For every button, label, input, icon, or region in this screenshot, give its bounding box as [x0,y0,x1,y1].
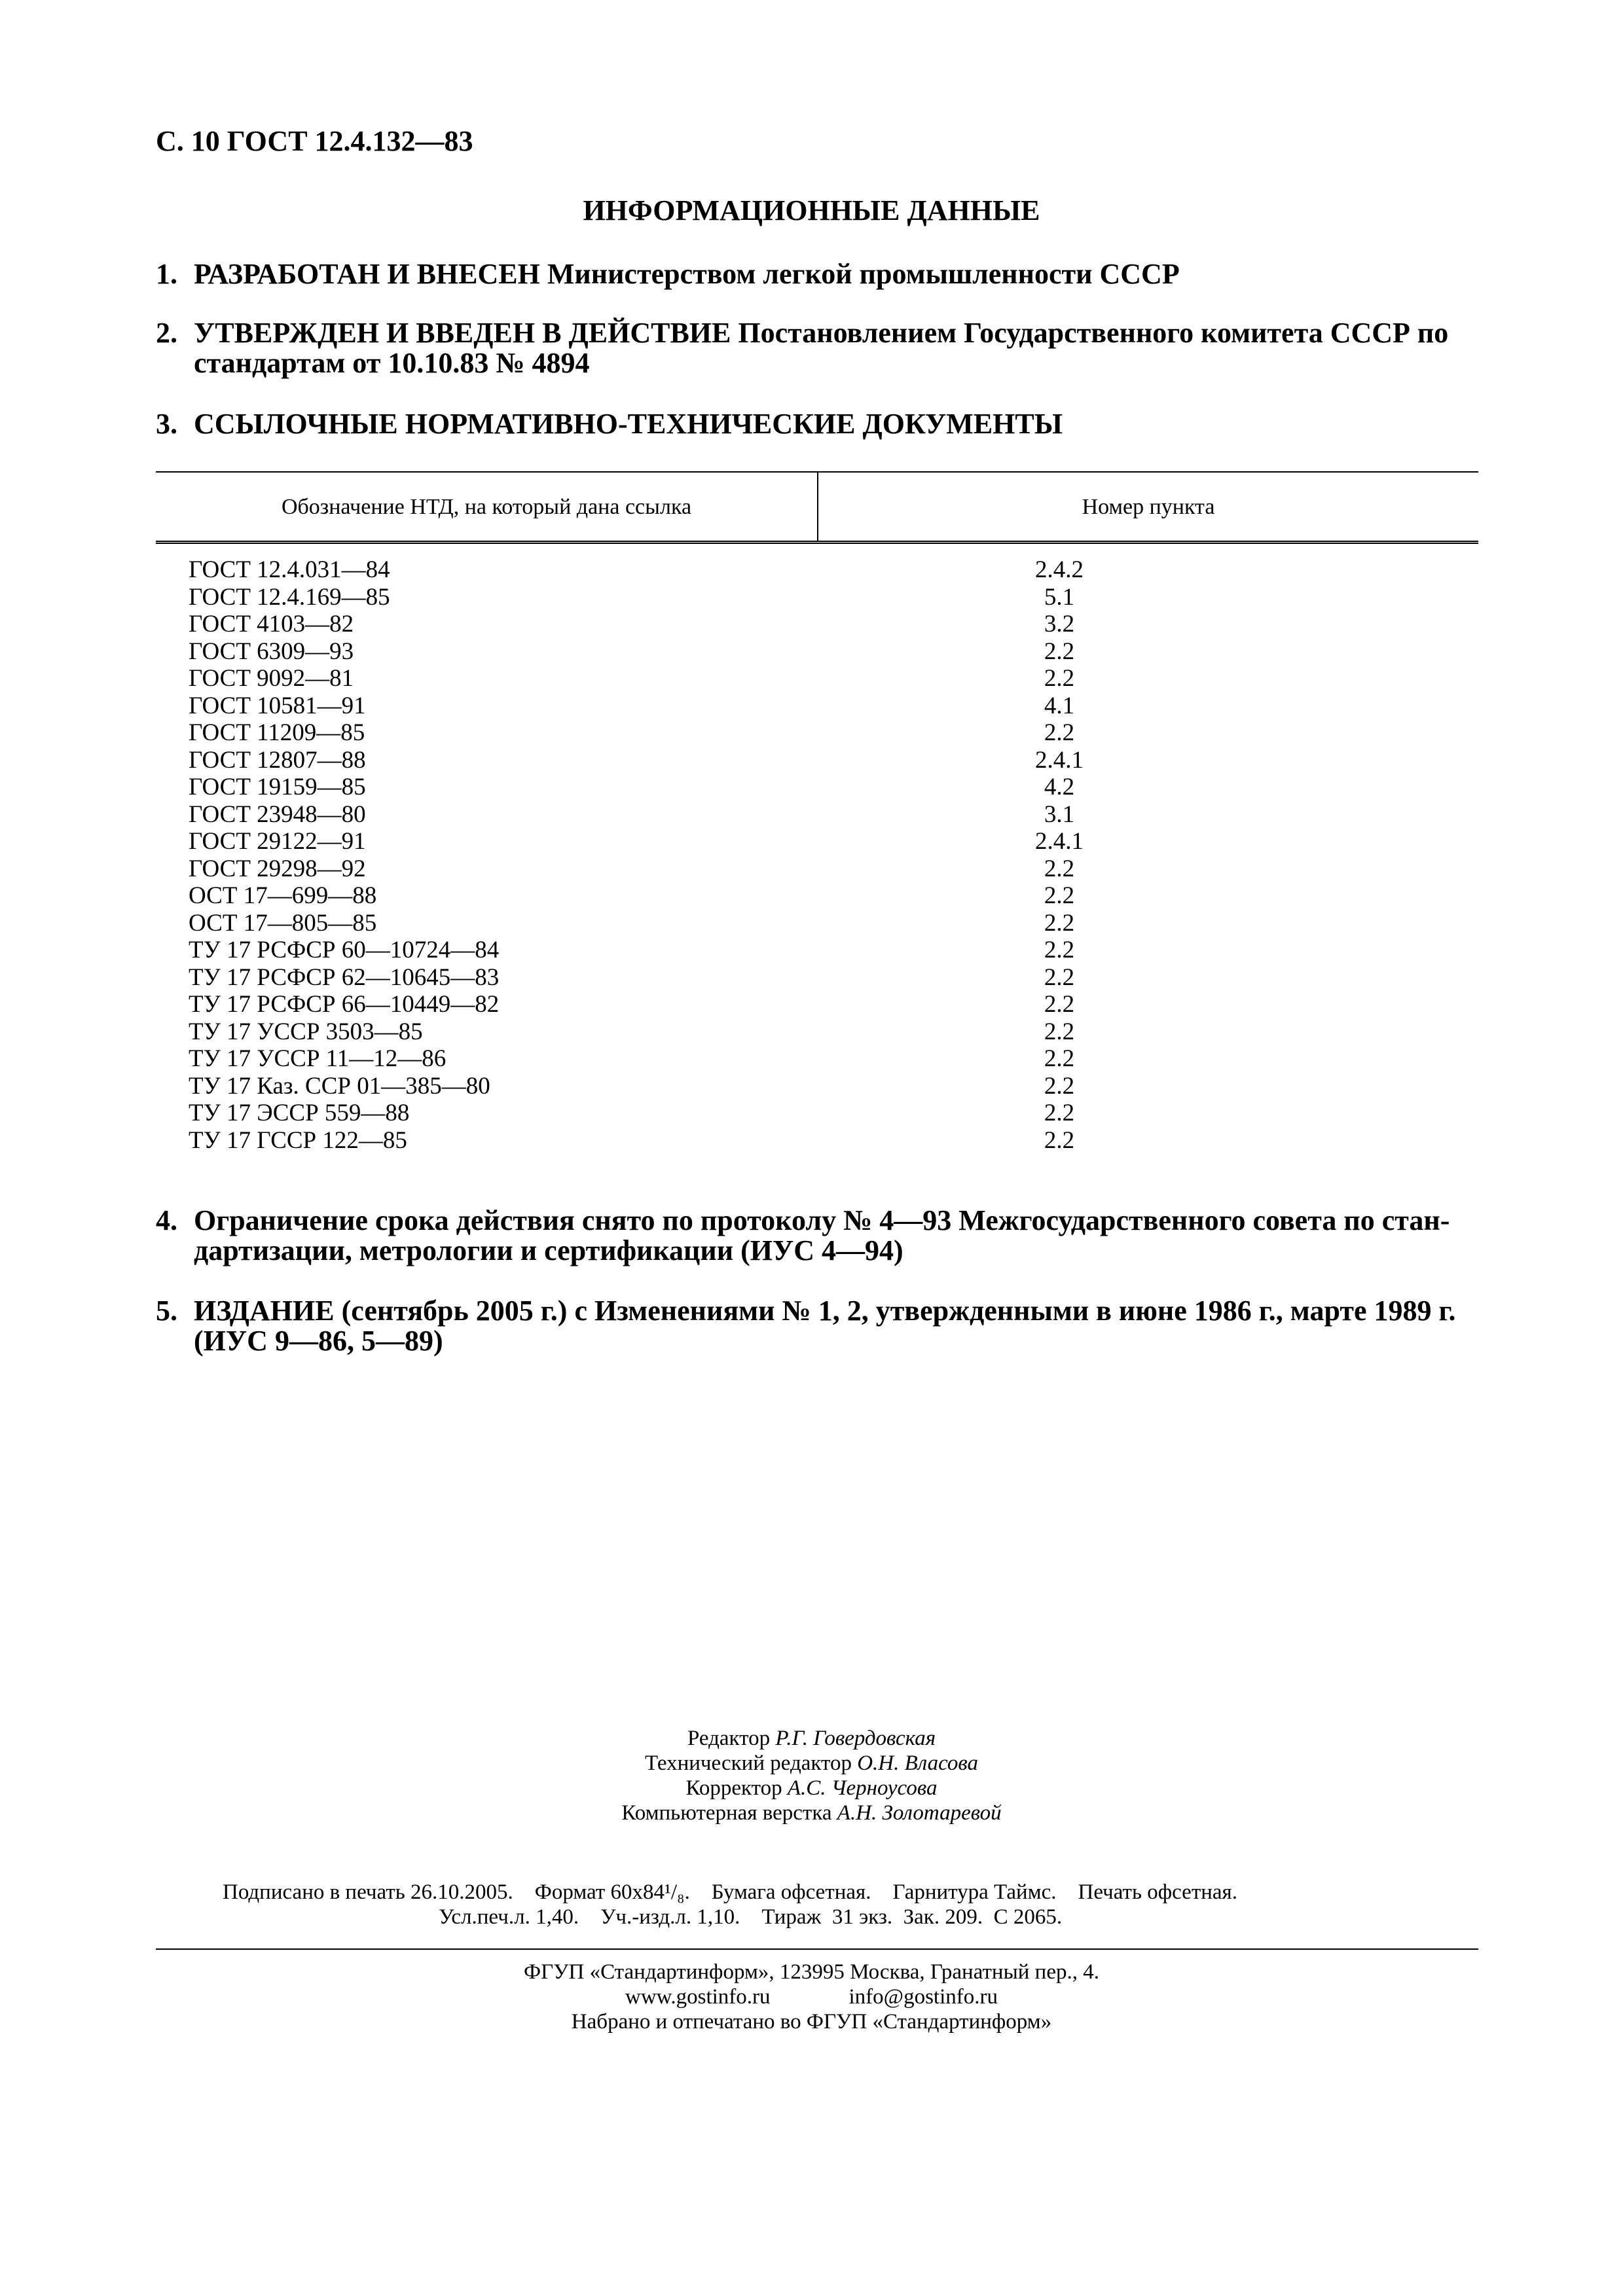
table-row [156,1100,1478,1127]
item-lead: ССЫЛОЧНЫЕ НОРМАТИВНО-ТЕХНИЧЕСКИЕ ДОКУМЕНТЫ [194,408,1063,440]
document-designation: ГОСТ 11209—85 [189,719,365,746]
document-designation: ОСТ 17—699—88 [189,882,377,909]
document-designation: ТУ 17 ЭССР 559—88 [189,1100,410,1126]
document-designation: ГОСТ 19159—85 [189,774,366,800]
clause-number: 2.2 [1044,963,1075,991]
table-row [156,719,1478,747]
item-continuation: дартизации, метрологии и сертификации (ИУС 4—94) [194,1234,903,1266]
document-designation: ГОСТ 23948—80 [189,800,366,828]
clause-number: 2.2 [1044,1072,1075,1100]
info-item-1 [156,259,1478,289]
clause-number: 3.1 [1044,800,1075,828]
clause-number: 2.4.1 [1035,746,1084,774]
table-row [156,882,1478,910]
table-row [156,1045,1478,1073]
document-designation: ГОСТ 12807—88 [189,746,366,774]
item-text: ИЗДАНИЕ (сентябрь 2005 г.) с Изменениями № 1, 2, утвержденными в июне 1986 г., марте 1989 г. [194,1295,1456,1327]
clause-number: 2.2 [1044,937,1075,963]
publisher-printed-by: Набрано и отпечатано во ФГУП «Стандартинформ» [571,2010,1052,2034]
info-item-5 [156,1296,1478,1356]
table-header-clause: Номер пункта [1082,495,1215,519]
table-row [156,556,1478,584]
item-continuation: стандартам от 10.10.83 № 4894 [194,347,590,379]
clause-number: 5.1 [1044,583,1075,611]
info-item-2 [156,318,1478,378]
print-info [223,1880,1401,1929]
table-row [156,801,1478,829]
table-row [156,692,1478,720]
item-number: 4. [156,1204,177,1236]
document-designation: ОСТ 17—805—85 [189,909,377,937]
item-lead: РАЗРАБОТАН И ВНЕСЕН [194,258,540,290]
table-header-rule [156,541,1478,544]
item-number: 5. [156,1295,177,1327]
table-row [156,991,1478,1018]
table-row [156,1018,1478,1046]
item-text: Министерством легкой промышленности СССР [539,258,1180,290]
clause-number: 2.2 [1044,665,1075,692]
publisher-website-link[interactable]: www.gostinfo.ru [625,1985,771,2009]
item-lead: УТВЕРЖДЕН И ВВЕДЕН В ДЕЙСТВИЕ [194,317,731,349]
table-header-document: Обозначение НТД, на который дана ссылка [281,495,692,519]
document-designation: ТУ 17 РСФСР 62—10645—83 [189,963,500,991]
document-designation: ГОСТ 29122—91 [189,828,366,855]
clause-number: 2.2 [1044,909,1075,937]
document-designation: ТУ 17 РСФСР 66—10449—82 [189,991,500,1018]
publisher-email-link[interactable]: info@gostinfo.ru [848,1985,998,2009]
document-designation: ТУ 17 Каз. ССР 01—385—80 [189,1072,490,1100]
clause-number: 3.2 [1044,611,1075,637]
table-row [156,584,1478,611]
table-body [156,556,1478,1154]
clause-number: 2.2 [1044,1018,1075,1045]
publisher-contacts [0,1984,1623,2009]
publisher-address: ФГУП «Стандартинформ», 123995 Москва, Гранатный пер., 4. [524,1960,1099,1984]
credit-name: А.С. Черноусова [787,1776,938,1800]
item-text: Ограничение срока действия снято по протоколу № 4—93 Межгосударственного совета по стан- [194,1204,1450,1236]
document-designation: ГОСТ 12.4.169—85 [189,583,390,611]
clause-number: 4.1 [1044,692,1075,719]
clause-number: 2.2 [1044,1126,1075,1154]
clause-number: 2.2 [1044,991,1075,1018]
credit-role: Компьютерная верстка [621,1801,837,1825]
credit-line [0,1776,1623,1801]
table-row [156,910,1478,937]
document-designation: ТУ 17 РСФСР 60—10724—84 [189,937,500,963]
table-row [156,855,1478,883]
table-row [156,747,1478,774]
document-designation: ТУ 17 УССР 11—12—86 [189,1045,447,1072]
item-text: Постановлением Государственного комитета СССР по [731,317,1449,349]
document-designation: ГОСТ 6309—93 [189,637,354,665]
item-continuation: (ИУС 9—86, 5—89) [194,1325,443,1357]
clause-number: 2.2 [1044,882,1075,909]
credit-role: Технический редактор [644,1751,858,1775]
print-info-line-2: Усл.печ.л. 1,40. Уч.-изд.л. 1,10. Тираж 31 экз. Зак. 209. С 2065. [439,1905,1063,1929]
clause-number: 2.2 [1044,1100,1075,1126]
table-row [156,937,1478,964]
item-number: 2. [156,317,177,349]
credit-role: Редактор [687,1727,776,1750]
credit-line [0,1751,1623,1776]
table-row [156,774,1478,801]
credit-role: Корректор [685,1776,788,1800]
document-designation: ТУ 17 УССР 3503—85 [189,1018,423,1045]
credit-line [0,1726,1623,1751]
clause-number: 4.2 [1044,774,1075,800]
document-designation: ГОСТ 10581—91 [189,692,366,719]
footer-rule [156,1948,1478,1950]
clause-number: 2.2 [1044,855,1075,882]
section-title: ИНФОРМАЦИОННЫЕ ДАННЫЕ [583,194,1040,226]
table-row [156,638,1478,666]
item-number: 1. [156,258,177,290]
table-row [156,1127,1478,1155]
info-item-3 [156,409,1478,439]
document-designation: ГОСТ 9092—81 [189,665,354,692]
table-row [156,665,1478,692]
document-designation: ГОСТ 4103—82 [189,611,354,637]
clause-number: 2.2 [1044,637,1075,665]
publisher-info [0,1960,1623,2034]
page-header: С. 10 ГОСТ 12.4.132—83 [156,125,473,157]
clause-number: 2.4.2 [1035,556,1084,583]
table-row [156,611,1478,638]
editorial-credits [0,1726,1623,1825]
document-designation: ГОСТ 29298—92 [189,855,366,882]
print-info-line-1: Подписано в печать 26.10.2005. Формат 60х84¹/₈. Бумага офсетная. Гарнитура Таймс. Печать офсетная. [223,1880,1237,1904]
document-designation: ГОСТ 12.4.031—84 [189,556,390,583]
item-number: 3. [156,408,177,440]
clause-number: 2.4.1 [1035,828,1084,855]
credit-name: О.Н. Власова [857,1751,979,1775]
clause-number: 2.2 [1044,719,1075,746]
table-row [156,828,1478,855]
credit-name: А.Н. Золотаревой [837,1801,1002,1825]
credit-name: Р.Г. Говердовская [775,1727,936,1750]
table-row [156,1073,1478,1100]
credit-line [0,1801,1623,1825]
info-item-4 [156,1206,1478,1266]
table-row [156,964,1478,992]
document-designation: ТУ 17 ГССР 122—85 [189,1126,407,1154]
clause-number: 2.2 [1044,1045,1075,1072]
